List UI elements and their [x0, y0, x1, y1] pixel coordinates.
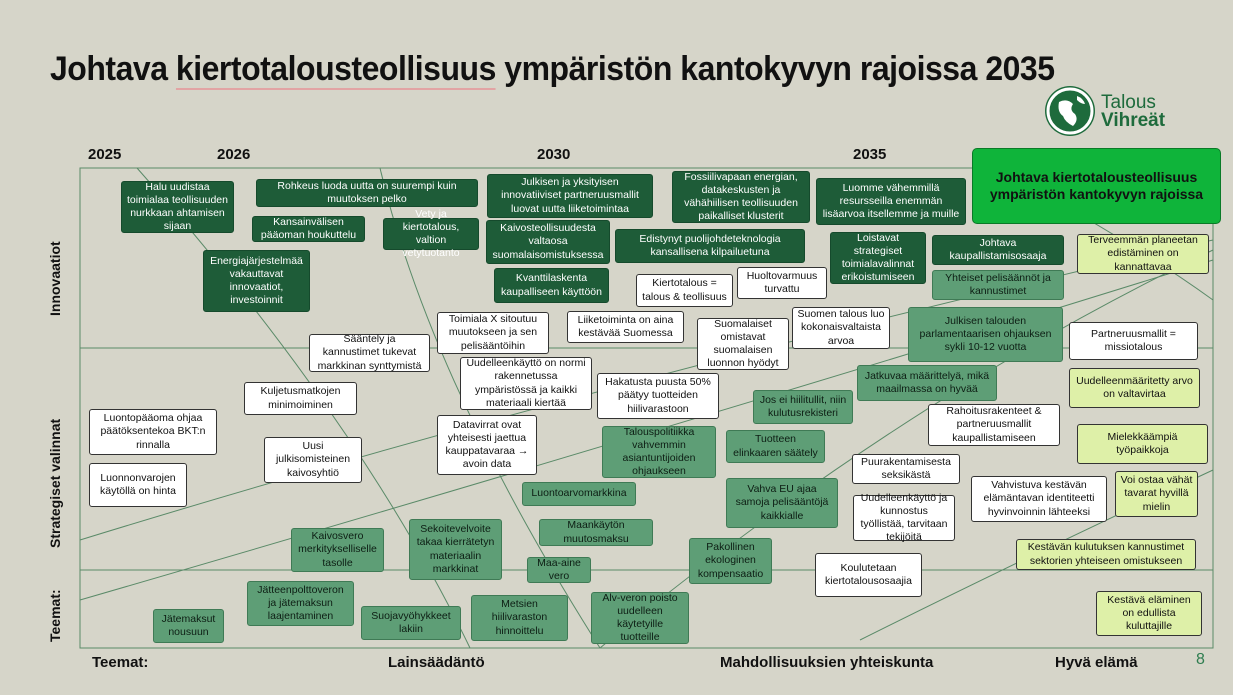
roadmap-box: Maa-aine vero [527, 557, 591, 583]
title-part-2: kiertotalousteollisuus [175, 50, 496, 88]
side-label-innovations: Innovaatiot [47, 241, 63, 316]
roadmap-box: Maankäytön muutosmaksu [539, 519, 653, 546]
roadmap-box: Julkisen talouden parlamentaarisen ohjauksen sykli 10-12 vuotta [908, 307, 1063, 362]
roadmap-box: Terveemmän planeetan edistäminen on kannattavaa [1077, 234, 1209, 274]
roadmap-box: Talouspolitiikka vahvemmin asiantuntijoiden ohjaukseen [602, 426, 716, 478]
roadmap-box: Pakollinen ekologinen kompensaatio [689, 538, 772, 584]
roadmap-box: Kaivosteollisuudesta valtaosa suomalaisomistuksessa [486, 220, 610, 264]
roadmap-box: Kiertotalous = talous & teollisuus [636, 274, 733, 307]
roadmap-box: Yhteiset pelisäännöt ja kannustimet [932, 270, 1064, 300]
roadmap-box: Energiajärjestelmää vakauttavat innovaatiot, investoinnit [203, 250, 310, 312]
roadmap-box: Partneruusmallit = missiotalous [1069, 322, 1198, 360]
roadmap-box: Halu uudistaa toimialaa teollisuuden nurkkaan ahtamisen sijaan [121, 181, 234, 233]
roadmap-box: Jätemaksut nousuun [153, 609, 224, 643]
roadmap-box: Puurakentamisesta seksikästä [852, 454, 960, 484]
title-part-1: Johtava [50, 50, 176, 88]
roadmap-box: Metsien hiilivaraston hinnoittelu [471, 595, 568, 641]
page-number: 8 [1196, 651, 1205, 668]
year-2026: 2026 [217, 146, 251, 163]
logo-text-vihreat: Vihreät [1101, 110, 1166, 131]
year-2030: 2030 [537, 146, 571, 163]
logo-text-talous: Talous [1101, 92, 1156, 113]
roadmap-box: Johtava kaupallistamisosaaja [932, 235, 1064, 265]
roadmap-box: Rahoitusrakenteet & partneruusmallit kaupallistamiseen [928, 404, 1060, 446]
roadmap-box: Huoltovarmuus turvattu [737, 267, 827, 299]
roadmap-box: Suojavyöhykkeet lakiin [361, 606, 461, 640]
year-2035: 2035 [853, 146, 887, 163]
bottom-label-good-life: Hyvä elämä [1055, 654, 1138, 671]
bottom-label-opportunity: Mahdollisuuksien yhteiskunta [720, 654, 934, 671]
roadmap-box: Alv-veron poisto uudelleen käytetyille tuotteille [591, 592, 689, 644]
roadmap-box: Suomen talous luo kokonaisvaltaista arvoa [792, 307, 890, 349]
roadmap-box: Uusi julkisomisteinen kaivosyhtiö [264, 437, 362, 483]
roadmap-box: Toimiala X sitoutuu muutokseen ja sen pelisääntöihin [437, 312, 549, 354]
roadmap-box: Kansainvälisen pääoman houkuttelu [252, 216, 365, 242]
roadmap-box: Vahvistuva kestävän elämäntavan identiteetti hyvinvoinnin lähteeksi [971, 476, 1107, 522]
roadmap-box: Luonnonvarojen käytöllä on hinta [89, 463, 187, 507]
roadmap-box: Uudelleenmääritetty arvo on valtavirtaa [1069, 368, 1200, 408]
bottom-label-themes: Teemat: [92, 654, 149, 671]
roadmap-box: Jätteenpolttoveron ja jätemaksun laajentaminen [247, 581, 354, 626]
roadmap-box: Datavirrat ovat yhteisesti jaettua kauppatavaraa → avoin data [437, 415, 537, 475]
roadmap-box: Mielekkäämpiä työpaikkoja [1077, 424, 1208, 464]
roadmap-box: Sääntely ja kannustimet tukevat markkinan synttymistä [309, 334, 430, 372]
roadmap-box: Loistavat strategiset toimialavalinnat erikoistumiseen [830, 232, 926, 284]
roadmap-box: Tuotteen elinkaaren säätely [726, 430, 825, 463]
roadmap-box: Jos ei hiilitullit, niin kulutusrekisteri [753, 390, 853, 424]
roadmap-box: Kestävä eläminen on edullista kuluttajille [1096, 591, 1202, 636]
roadmap-box: Fossiilivapaan energian, datakeskusten ja vähähiilisen teollisuuden paikalliset klusterit [672, 171, 810, 223]
roadmap-box: Uudelleenkäyttö ja kunnostus työllistää, tarvitaan tekijöitä [853, 495, 955, 541]
side-label-themes: Teemat: [47, 589, 63, 642]
goal-box: Johtava kiertotalousteollisuus ympäristön kantokyvyn rajoissa [972, 148, 1221, 224]
roadmap-box: Sekoitevelvoite takaa kierrätetyn materiaalin markkinat [409, 519, 502, 580]
roadmap-box: Luontopääoma ohjaa päätöksentekoa BKT:n rinnalla [89, 409, 217, 455]
roadmap-box: Edistynyt puolijohdeteknologia kansallisena kilpailuetuna [615, 229, 805, 263]
roadmap-box: Luomme vähemmillä resursseilla enemmän lisäarvoa itsellemme ja muille [816, 178, 966, 225]
bottom-label-legislation: Lainsäädäntö [388, 654, 485, 671]
roadmap-box: Vety ja kiertotalous, valtion vetytuotanto [383, 218, 479, 250]
roadmap-box: Kvanttilaskenta kaupalliseen käyttöön [494, 268, 609, 303]
side-label-strategic: Strategiset valinnat [47, 418, 63, 548]
roadmap-box: Jatkuvaa määrittelyä, mikä maailmassa on hyvää [857, 365, 997, 401]
roadmap-box: Liiketoiminta on aina kestävää Suomessa [567, 311, 684, 343]
roadmap-box: Voi ostaa vähät tavarat hyvillä mielin [1115, 471, 1198, 517]
roadmap-box: Kaivosvero merkitykselliselle tasolle [291, 528, 384, 572]
roadmap-box: Luontoarvomarkkina [522, 482, 636, 506]
roadmap-box: Uudelleenkäyttö on normi rakennetussa ympäristössä ja kaikki materiaali kiertää [460, 357, 592, 410]
title-part-3: ympäristön kantokyvyn rajoissa 2035 [495, 50, 1055, 88]
roadmap-box: Suomalaiset omistavat suomalaisen luonnon hyödyt [697, 318, 789, 370]
roadmap-box: Kuljetusmatkojen minimoiminen [244, 382, 357, 415]
roadmap-box: Kestävän kulutuksen kannustimet sektorien yhteiseen omistukseen [1016, 539, 1196, 570]
roadmap-box: Hakatusta puusta 50% päätyy tuotteiden hiilivarastoon [597, 373, 719, 419]
roadmap-box: Koulutetaan kiertotalousosaajia [815, 553, 922, 597]
roadmap-box: Julkisen ja yksityisen innovatiiviset partneruusmallit luovat uutta liiketoimintaa [487, 174, 653, 218]
year-2025: 2025 [88, 146, 122, 163]
roadmap-box: Rohkeus luoda uutta on suurempi kuin muutoksen pelko [256, 179, 478, 207]
roadmap-box: Vahva EU ajaa samoja pelisääntöjä kaikkialle [726, 478, 838, 528]
